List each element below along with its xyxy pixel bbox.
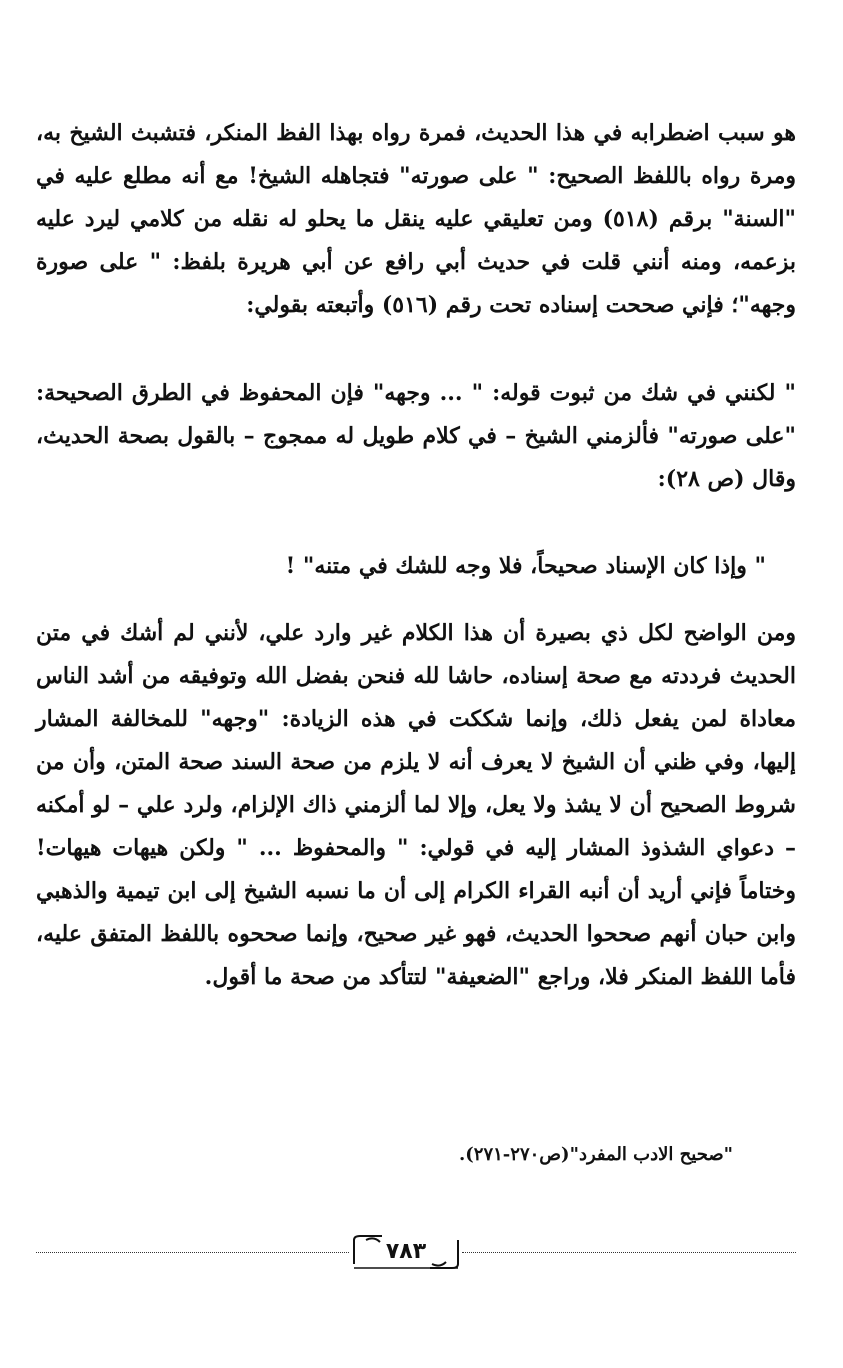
quote-paragraph: " لكنني في شك من ثبوت قوله: " ... وجهه" فإن المحفوظ في الطرق الصحيحة: "على صورته" فألزمني الشيخ – في كلام طويل له ممجوج – بالقول بصحة الحديث، وقال (ص ٢٨): [36, 380, 796, 492]
quote-line: " وإذا كان الإسناد صحيحاً، فلا وجه للشك في متنه" ! [285, 553, 766, 579]
paragraph-1: هو سبب اضطرابه في هذا الحديث، فمرة رواه بهذا الفظ المنكر، فتشبث الشيخ به، ومرة رواه باللفظ الصحيح: " على صورته" فتجاهله الشيخ! مع أنه مطلع عليه في "السنة" برقم (٥١٨) ومن تعليقي عليه ينقل ما يحلو له نقله من كلامي ليرد عليه بزعمه، ومنه أنني قلت في حديث أبي رافع عن أبي هريرة بلفظ: " على صورة وجهه"؛ فإني صححت إسناده تحت رقم (٥١٦) وأتبعته بقولي: [36, 120, 796, 318]
footer-rule-right [462, 1252, 796, 1253]
page-number: ٧٨٣ [385, 1239, 427, 1264]
paragraph-main: ومن الواضح لكل ذي بصيرة أن هذا الكلام غير وارد علي، لأنني لم أشك في متن الحديث فرددته مع صحة إسناده، حاشا لله فنحن بفضل الله وتوفيقه من أشد الناس معاداة لمن يفعل ذلك، وإنما شككت في هذه الزيادة: "وجهه" للمخالفة المشار إليها، وفي ظني أن الشيخ لا يعرف أنه لا يلزم من صحة السند صحة المتن، وأن من شروط الصحيح أن لا يشذ ولا يعل، وإلا لما ألزمني ذاك الإلزام، ولرد علي – لو أمكنه – دعواي الشذوذ المشار إليه في قولي: " والمحفوظ ... " ولكن هيهات هيهات! وختاماً فإني أريد أن أنبه القراء الكرام إلى أن ما نسبه الشيخ إلى ابن تيمية والذهبي وابن حبان أنهم صححوا الحديث، فهو غير صحيح، وإنما صححوه باللفظ المتفق عليه، فأما اللفظ المنكر فلا، وراجع "الضعيفة" لتتأكد من صحة ما أقول. [36, 620, 796, 990]
footer-rule-left [36, 1252, 349, 1253]
source-citation: "صحيح الادب المفرد"(ص٢٧٠-٢٧١). [458, 1144, 733, 1165]
